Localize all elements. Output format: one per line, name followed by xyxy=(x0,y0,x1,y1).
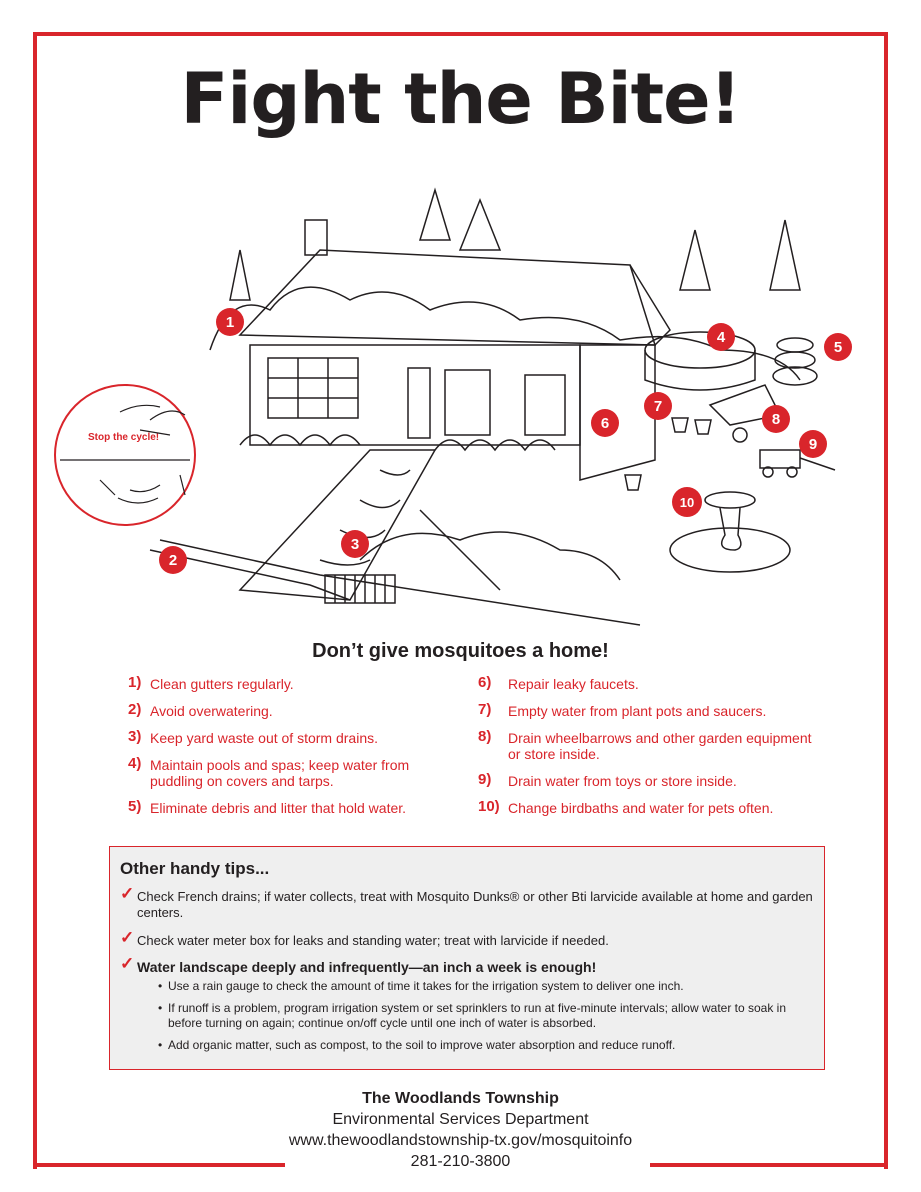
tip-item: 2) Avoid overwatering. xyxy=(128,701,273,719)
tip-item: 9) Drain water from toys or store inside. xyxy=(478,771,737,789)
check-icon: ✓ xyxy=(120,928,135,947)
tip-item: 7) Empty water from plant pots and saucers. xyxy=(478,701,767,719)
check-icon: ✓ xyxy=(120,884,135,903)
bullet-item: • Use a rain gauge to check the amount of time it takes for the irrigation system to deliver one inch. xyxy=(158,979,818,994)
svg-text:9: 9 xyxy=(808,436,818,453)
page-title: Fight the Bite! xyxy=(180,58,741,140)
watering-bullets xyxy=(158,979,818,1060)
tips-list-left xyxy=(128,676,458,827)
marker-3 xyxy=(341,530,369,558)
marker-8 xyxy=(762,405,790,433)
svg-text:6: 6 xyxy=(600,415,610,432)
marker-7 xyxy=(644,392,672,420)
footer-dept: Environmental Services Department xyxy=(332,1111,589,1128)
tips-list-right xyxy=(478,676,818,827)
bullet-item: • Add organic matter, such as compost, to the soil to improve water absorption and reduce runoff. xyxy=(158,1038,818,1053)
tip-item: 3) Keep yard waste out of storm drains. xyxy=(128,728,378,746)
marker-2 xyxy=(159,546,187,574)
footer xyxy=(0,1088,921,1172)
svg-text:3: 3 xyxy=(350,536,360,553)
svg-text:10: 10 xyxy=(679,495,695,510)
marker-5 xyxy=(824,333,852,361)
tip-item: 8) Drain wheelbarrows and other garden equipment or store inside. xyxy=(478,728,812,762)
tip-item: 4) Maintain pools and spas; keep water from puddling on covers and tarps. xyxy=(128,755,410,789)
stop-cycle-label: Stop the cycle! xyxy=(88,432,160,443)
bullet-item: • If runoff is a problem, program irrigation system or set sprinklers to run at five-minute intervals; allow water to soak in before turning on again; continue on/off cycle until one inch of water is absorbed. xyxy=(158,1001,818,1031)
svg-text:8: 8 xyxy=(771,411,781,428)
marker-4 xyxy=(707,323,735,351)
handy-tip-water-meter: ✓ Check water meter box for leaks and standing water; treat with larvicide if needed. xyxy=(120,928,609,948)
marker-9 xyxy=(799,430,827,458)
tip-item: 10) Change birdbaths and water for pets often. xyxy=(478,798,774,816)
marker-1 xyxy=(216,308,244,336)
tip-item: 5) Eliminate debris and litter that hold water. xyxy=(128,798,407,816)
svg-text:4: 4 xyxy=(716,329,726,346)
handy-tip-french-drains: ✓ Check French drains; if water collects, treat with Mosquito Dunks® or other Bti larvicide available at home and garden centers. xyxy=(120,884,813,920)
handy-tips-panel xyxy=(109,846,825,1070)
footer-url[interactable]: www.thewoodlandstownship-tx.gov/mosquitoinfo xyxy=(288,1132,633,1149)
svg-text:5: 5 xyxy=(833,339,843,356)
check-icon: ✓ xyxy=(120,954,135,973)
handy-tip-water-landscape: ✓ Water landscape deeply and infrequently—an inch a week is enough! xyxy=(120,954,597,975)
svg-text:1: 1 xyxy=(225,314,235,331)
marker-6 xyxy=(591,409,619,437)
svg-text:7: 7 xyxy=(653,398,663,415)
subheading: Don’t give mosquitoes a home! xyxy=(312,640,609,662)
marker-10 xyxy=(672,487,702,517)
tip-item: 6) Repair leaky faucets. xyxy=(478,674,639,692)
footer-phone: 281-210-3800 xyxy=(410,1153,511,1170)
footer-org: The Woodlands Township xyxy=(362,1090,559,1107)
svg-text:2: 2 xyxy=(168,552,178,569)
handy-tips-heading: Other handy tips... xyxy=(120,859,270,878)
tip-item: 1) Clean gutters regularly. xyxy=(128,674,294,692)
yard-illustration xyxy=(40,180,880,630)
